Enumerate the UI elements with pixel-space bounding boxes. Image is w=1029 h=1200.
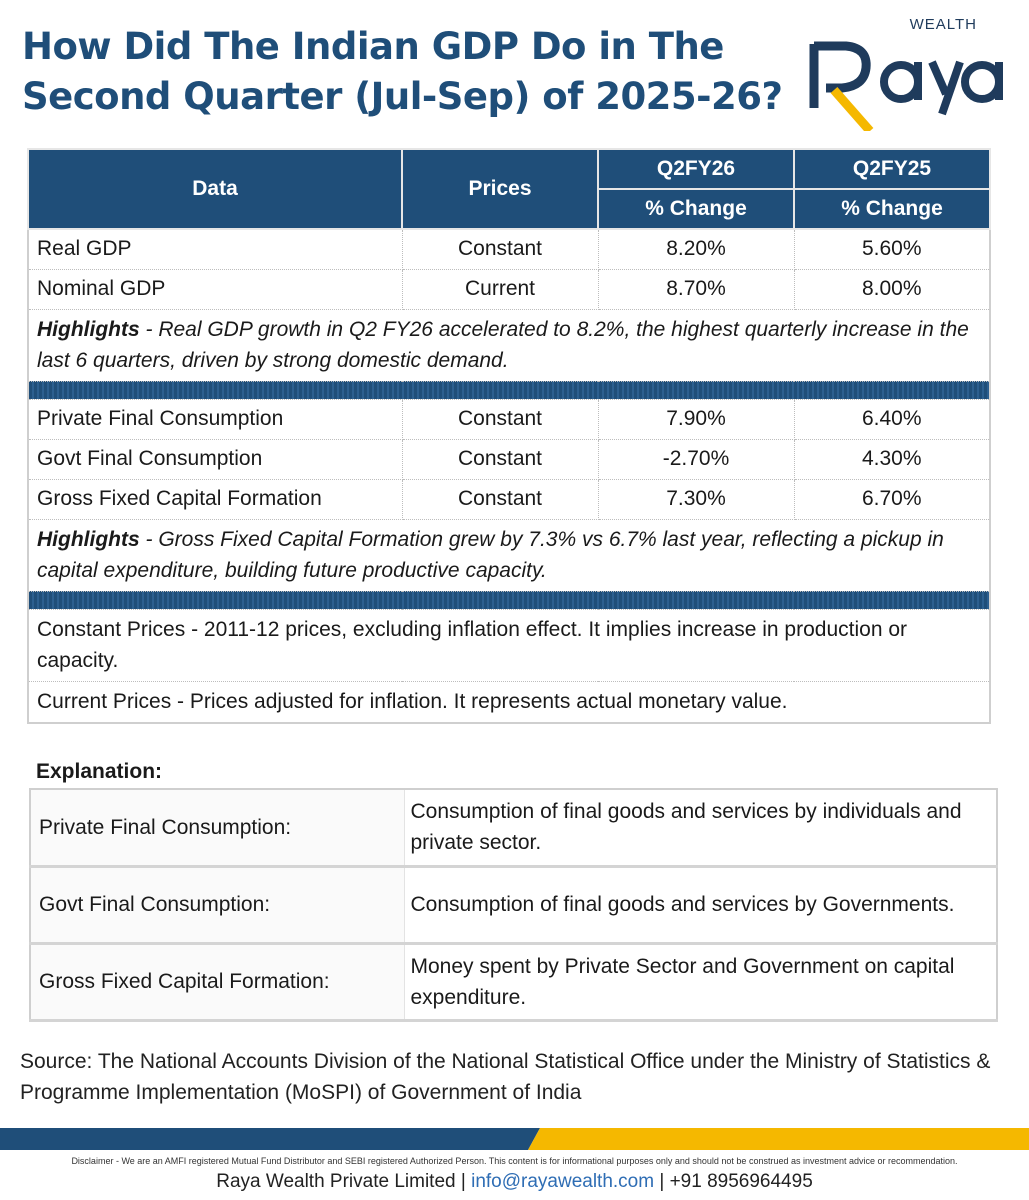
explanation-title: Explanation: [36, 760, 163, 783]
row-q2fy26: 7.30% [598, 479, 794, 519]
raya-logo-mark [806, 36, 1006, 131]
row-q2fy26: 7.90% [598, 399, 794, 439]
explanation-term: Govt Final Consumption: [30, 866, 404, 943]
row-prices: Constant [402, 399, 598, 439]
row-q2fy25: 5.60% [794, 229, 990, 269]
explanation-definition: Consumption of final goods and services by Governments. [404, 866, 997, 943]
section-divider [28, 591, 990, 609]
note-row [28, 681, 990, 723]
highlight-row [28, 519, 990, 591]
source-note: Source: The National Accounts Division of the National Statistical Office under the Ministry of Statistics & Programme Implementation (MoSPI) of Government of India [20, 1050, 991, 1104]
header-q2fy26: Q2FY26 [598, 149, 794, 189]
table-row [28, 229, 990, 269]
explanation-row [30, 866, 997, 943]
row-q2fy26: -2.70% [598, 439, 794, 479]
contact-line [0, 1171, 1029, 1193]
note-row [28, 609, 990, 681]
phone-number[interactable]: +91 8956964495 [669, 1171, 813, 1192]
row-q2fy25: 6.70% [794, 479, 990, 519]
separator: | [654, 1171, 670, 1192]
highlight-gdp [28, 309, 990, 381]
table-row [28, 479, 990, 519]
highlight-label: Highlights [37, 528, 140, 551]
raya-wealth-logo [806, 16, 1006, 131]
row-label: Govt Final Consumption [28, 439, 402, 479]
row-label: Nominal GDP [28, 269, 402, 309]
highlight-text: - Gross Fixed Capital Formation grew by 7.3% vs 6.7% last year, reflecting a pickup in capital expenditure, building future productive capacity. [37, 528, 944, 582]
note-current-prices: Current Prices - Prices adjusted for inflation. It represents actual monetary value. [28, 681, 990, 723]
explanation-term: Gross Fixed Capital Formation: [30, 943, 404, 1020]
explanation-row [30, 943, 997, 1020]
row-label: Private Final Consumption [28, 399, 402, 439]
table-row [28, 399, 990, 439]
explanation-table [29, 788, 998, 1022]
gdp-data-table [27, 148, 991, 724]
row-q2fy26: 8.70% [598, 269, 794, 309]
highlight-gfcf [28, 519, 990, 591]
table-row [28, 439, 990, 479]
page-title: How Did The Indian GDP Do in The Second Quarter (Jul-Sep) of 2025-26? [22, 25, 783, 118]
disclaimer: Disclaimer - We are an AMFI registered Mutual Fund Distributor and SEBI registered Authorized Person. This content is for informational purposes only and should not be construed as investment advice or recommendation. [71, 1156, 958, 1166]
explanation-definition: Consumption of final goods and services by individuals and private sector. [404, 789, 997, 866]
row-prices: Constant [402, 479, 598, 519]
explanation-term: Private Final Consumption: [30, 789, 404, 866]
row-q2fy25: 6.40% [794, 399, 990, 439]
highlight-text: - Real GDP growth in Q2 FY26 accelerated to 8.2%, the highest quarterly increase in the last 6 quarters, driven by strong domestic demand. [37, 318, 969, 372]
email-link[interactable]: info@rayawealth.com [471, 1171, 655, 1192]
company-name: Raya Wealth Private Limited [216, 1171, 456, 1192]
header-data: Data [28, 149, 402, 229]
row-q2fy25: 4.30% [794, 439, 990, 479]
row-q2fy26: 8.20% [598, 229, 794, 269]
section-divider [28, 381, 990, 399]
row-label: Gross Fixed Capital Formation [28, 479, 402, 519]
row-prices: Constant [402, 229, 598, 269]
header-q2fy25: Q2FY25 [794, 149, 990, 189]
row-prices: Constant [402, 439, 598, 479]
explanation-row [30, 789, 997, 866]
table-row [28, 269, 990, 309]
header-q2fy25-change: % Change [794, 189, 990, 229]
header-q2fy26-change: % Change [598, 189, 794, 229]
explanation-definition: Money spent by Private Sector and Government on capital expenditure. [404, 943, 997, 1020]
separator: | [455, 1171, 472, 1192]
highlight-row [28, 309, 990, 381]
footer-color-band [0, 1128, 1029, 1150]
logo-tagline: WEALTH [909, 16, 977, 33]
row-prices: Current [402, 269, 598, 309]
highlight-label: Highlights [37, 318, 140, 341]
row-q2fy25: 8.00% [794, 269, 990, 309]
header-prices: Prices [402, 149, 598, 229]
note-constant-prices: Constant Prices - 2011-12 prices, excluding inflation effect. It implies increase in production or capacity. [28, 609, 990, 681]
row-label: Real GDP [28, 229, 402, 269]
